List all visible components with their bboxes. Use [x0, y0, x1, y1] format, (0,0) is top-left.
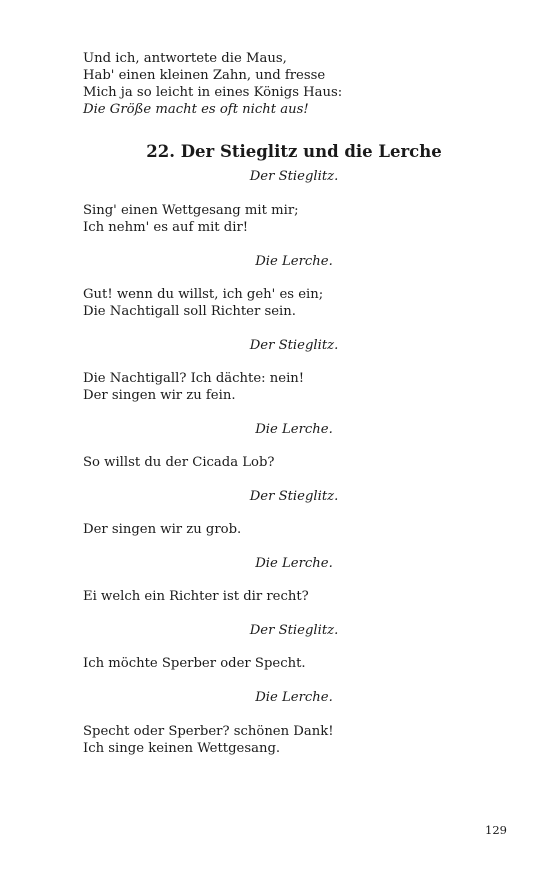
verse-line: Mich ja so leicht in eines Königs Haus: [83, 85, 343, 100]
stanza [83, 655, 306, 672]
intro-verse [83, 50, 342, 118]
stanza [83, 723, 334, 757]
verse-line: So willst du der Cicada Lob? [83, 455, 275, 470]
verse-line: Der singen wir zu grob. [83, 522, 242, 537]
speaker-label: Die Lerche. [255, 690, 333, 705]
stanza [83, 286, 323, 320]
verse-line: Ich möchte Sperber oder Specht. [83, 656, 306, 671]
stanza [83, 454, 275, 471]
speaker-label: Der Stieglitz. [249, 489, 339, 504]
verse-line: Gut! wenn du willst, ich geh' es ein; [83, 287, 324, 302]
verse-line: Die Nachtigall? Ich dächte: nein! [83, 371, 305, 386]
verse-line: Der singen wir zu fein. [83, 388, 236, 403]
speaker-label: Der Stieglitz. [249, 169, 339, 184]
poem-title: 22. Der Stieglitz und die Lerche [146, 142, 442, 161]
speaker-label: Der Stieglitz. [249, 623, 339, 638]
verse-line: Die Nachtigall soll Richter sein. [83, 304, 296, 319]
verse-line: Ich singe keinen Wettgesang. [83, 741, 281, 756]
speaker-label: Der Stieglitz. [249, 338, 339, 353]
moral-line: Die Größe macht es oft nicht aus! [83, 102, 309, 117]
stanza [83, 521, 241, 538]
stanza [83, 370, 304, 404]
speaker-label: Die Lerche. [255, 556, 333, 571]
stanza [83, 588, 309, 605]
page-number: 129 [485, 823, 507, 837]
verse-line: Hab' einen kleinen Zahn, und fresse [83, 68, 326, 83]
speaker-label: Die Lerche. [255, 254, 333, 269]
verse-line: Sing' einen Wettgesang mit mir; [83, 203, 299, 218]
verse-line: Ei welch ein Richter ist dir recht? [83, 589, 309, 604]
verse-line: Specht oder Sperber? schönen Dank! [83, 724, 334, 739]
verse-line: Und ich, antwortete die Maus, [83, 51, 287, 66]
stanza [83, 202, 299, 236]
speaker-label: Die Lerche. [255, 422, 333, 437]
verse-line: Ich nehm' es auf mit dir! [83, 220, 249, 235]
